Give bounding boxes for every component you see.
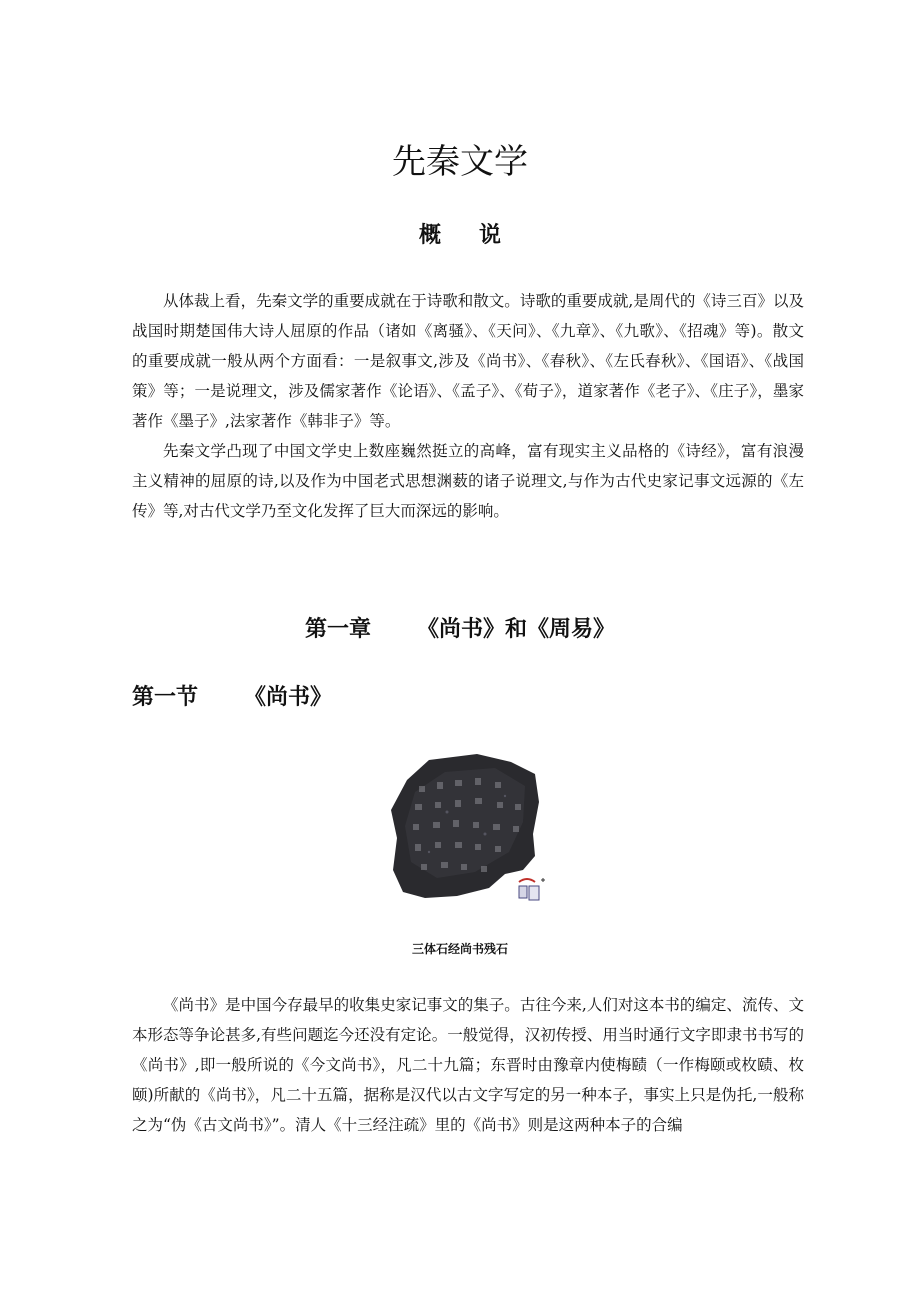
body-text [132,990,804,1140]
overview-heading [0,218,920,254]
overview-heading-left: 概 [418,223,441,248]
body-paragraph-1: 《尚书》是中国今存最早的收集史家记事文的集子。古往今来,人们对这本书的编定、流传、文本形态等争论甚多,有些问题迄今还没有定论。一般觉得，汉初传授、用当时通行文字即隶书书写的《尚书》,即一般所说的《今文尚书》，凡二十九篇；东晋时由豫章内使梅赜（一作梅颐或枚赜、枚颐)所献的《尚书》，凡二十五篇，据称是汉代以古文字写定的另一种本子，事实上只是伪托,一般称之为“伪《古文尚书》”。清人《十三经注疏》里的《尚书》则是这两种本子的合编 [132,996,804,1134]
stone-rubbing-image [385,752,565,912]
chapter-title: 第一章 《尚书》和《周易》 [305,617,615,642]
figure-caption: 三体石经尚书残石 [411,942,508,956]
document-title: 先秦文学 [392,142,528,182]
section-title: 第一节 《尚书》 [132,685,332,710]
overview-paragraph-2: 先秦文学凸现了中国文学史上数座巍然挺立的高峰，富有现实主义品格的《诗经》，富有浪漫主义精神的屈原的诗,以及作为中国老式思想渊薮的诸子说理文,与作为古代史家记事文远源的《左传》等,对古代文学乃至文化发挥了巨大而深远的影响。 [132,442,804,520]
stone-fragment-illustration [385,752,565,912]
overview-heading-right: 说 [479,223,502,248]
overview-text [132,286,804,526]
overview-paragraph-1: 从体裁上看，先秦文学的重要成就在于诗歌和散文。诗歌的重要成就,是周代的《诗三百》以及战国时期楚国伟大诗人屈原的作品（诸如《离骚》、《天问》、《九章》、《九歌》、《招魂》等)。散文的重要成就一般从两个方面看：一是叙事文,涉及《尚书》、《春秋》、《左氏春秋》、《国语》、《战国策》等；一是说理文，涉及儒家著作《论语》、《孟子》、《荀子》，道家著作《老子》、《庄子》，墨家著作《墨子》,法家著作《韩非子》等。 [132,292,804,430]
